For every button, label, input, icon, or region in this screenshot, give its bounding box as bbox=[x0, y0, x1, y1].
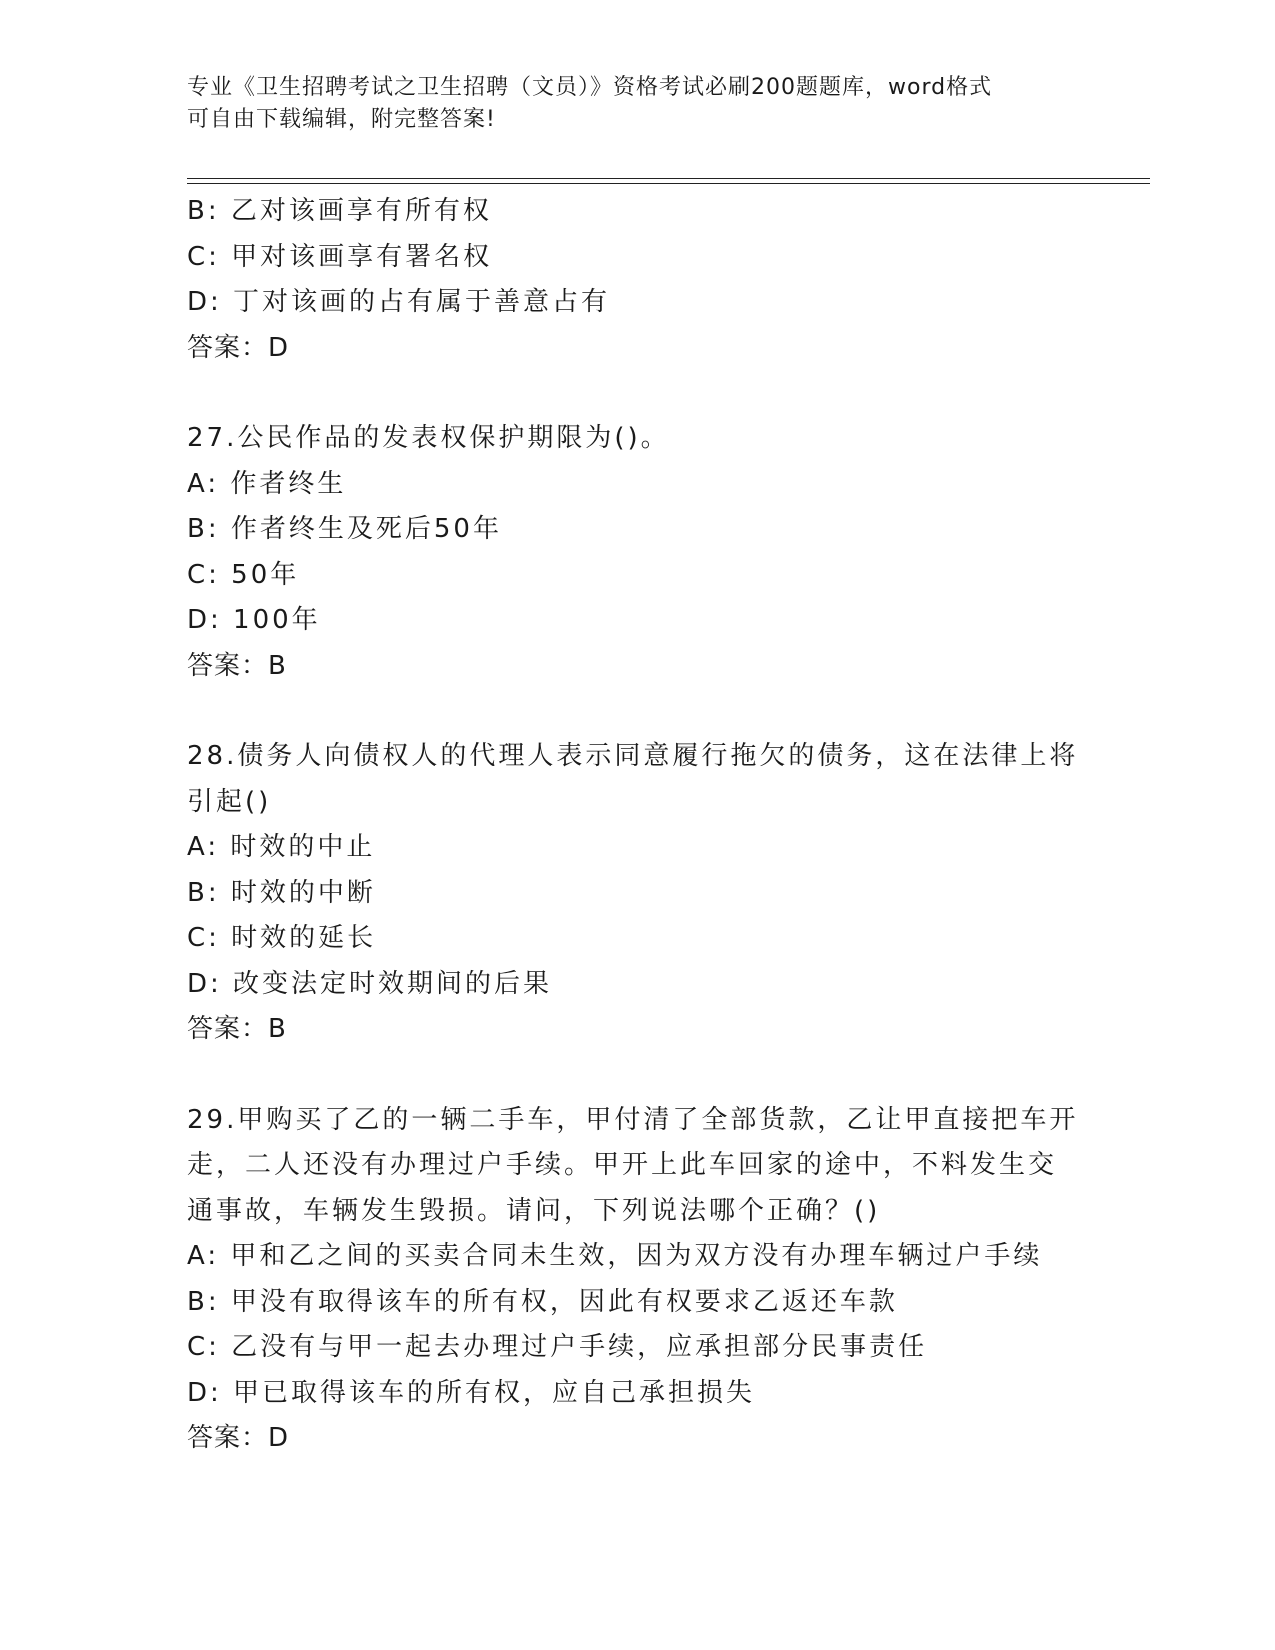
option-b: B: 作者终生及死后50年 bbox=[187, 514, 502, 544]
question-stem-line-1: 28.债务人向债权人的代理人表示同意履行拖欠的债务，这在法律上将 bbox=[187, 741, 1079, 771]
question-26-continued bbox=[187, 189, 1087, 371]
question-stem: 27.公民作品的发表权保护期限为()。 bbox=[187, 423, 670, 453]
spacer bbox=[187, 689, 1087, 734]
option-a: A: 甲和乙之间的买卖合同未生效，因为双方没有办理车辆过户手续 bbox=[187, 1241, 1043, 1271]
option-d: D: 丁对该画的占有属于善意占有 bbox=[187, 287, 611, 317]
option-d: D: 改变法定时效期间的后果 bbox=[187, 968, 553, 999]
option-d: D: 100年 bbox=[187, 605, 321, 635]
document-header bbox=[187, 72, 1067, 136]
spacer bbox=[187, 371, 1087, 416]
question-list bbox=[187, 189, 1087, 1462]
question-29 bbox=[187, 1098, 1087, 1462]
option-c: C: 乙没有与甲一起去办理过户手续，应承担部分民事责任 bbox=[187, 1332, 928, 1362]
spacer bbox=[187, 1053, 1087, 1098]
header-title-line-2: 可自由下载编辑，附完整答案! bbox=[187, 107, 496, 132]
option-b: B: 乙对该画享有所有权 bbox=[187, 196, 492, 226]
answer-line: 答案：D bbox=[187, 1423, 290, 1453]
question-28 bbox=[187, 734, 1087, 1053]
question-stem-line-3: 通事故，车辆发生毁损。请问，下列说法哪个正确？() bbox=[187, 1195, 881, 1226]
option-a: A: 时效的中止 bbox=[187, 832, 376, 862]
option-b: B: 时效的中断 bbox=[187, 877, 376, 908]
answer-line: 答案：B bbox=[187, 650, 287, 681]
answer-line: 答案：B bbox=[187, 1014, 287, 1044]
header-divider-bottom bbox=[187, 183, 1150, 184]
option-c: C: 50年 bbox=[187, 559, 300, 590]
option-d: D: 甲已取得该车的所有权，应自己承担损失 bbox=[187, 1377, 756, 1408]
question-stem-line-2: 走，二人还没有办理过户手续。甲开上此车回家的途中，不料发生交 bbox=[187, 1150, 1058, 1180]
option-c: C: 时效的延长 bbox=[187, 923, 377, 953]
question-stem-line-2: 引起() bbox=[187, 786, 272, 817]
option-b: B: 甲没有取得该车的所有权，因此有权要求乙返还车款 bbox=[187, 1286, 898, 1317]
option-c: C: 甲对该画享有署名权 bbox=[187, 241, 493, 272]
question-27 bbox=[187, 416, 1087, 689]
question-stem-line-1: 29.甲购买了乙的一辆二手车，甲付清了全部货款，乙让甲直接把车开 bbox=[187, 1104, 1079, 1135]
option-a: A: 作者终生 bbox=[187, 468, 347, 499]
answer-line: 答案：D bbox=[187, 332, 290, 363]
header-title-line-1: 专业《卫生招聘考试之卫生招聘（文员）》资格考试必刷200题题库，word格式 bbox=[187, 75, 993, 100]
header-divider-top bbox=[187, 178, 1150, 179]
